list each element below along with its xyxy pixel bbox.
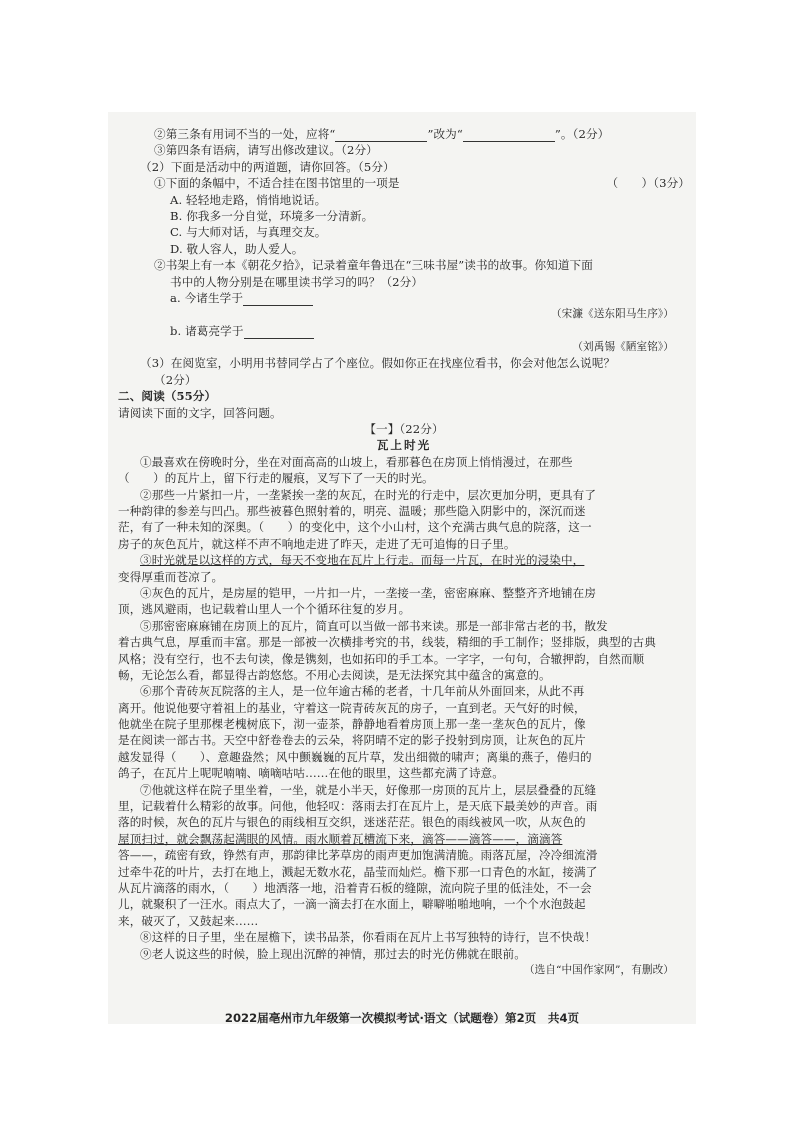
option-c: C. 与大师对话，与真理交友。 — [170, 225, 327, 240]
answer-blank[interactable] — [243, 305, 313, 306]
exam-content — [118, 126, 690, 978]
question-3-4: ③第四条有语病，请写出修改建议。（2分） — [154, 143, 378, 158]
paragraph-7: ⑦他就这样在院子里坐着，一坐，就是小半天，好像那一房顶的瓦片上，层层叠叠的瓦缝 里，记载着什么精彩的故事。问他，他轻叹：落雨去打在瓦片上，是天底下最美妙的声音。雨 落的时候，灰色的瓦片与银色的雨线相互交织，迷迷茫茫。银色的雨线被风一吹，从灰色的 屋顶扫过，就会飘荡起满眼的风情。雨水顺着瓦槽流下来，滴答——滴答——，滴滴答 答——，疏密有致，铮然有声，那韵律比茅草房的雨声更加饱满清脆。雨落瓦屋，冷冷细流滑 过牵牛花的叶片，去打在地上，溅起无数水花，晶莹而灿烂。檐下那一口青色的水缸，接满了 从瓦片滴落的雨水，（ ）地洒落一地，沿着青石板的缝隙，流向院子里的低洼处，不一会 儿，就聚积了一汪水。雨点大了，一滴一滴去打在水面上，噼噼啪啪地响，一个个水泡鼓起 来，破灭了，又鼓起来…… — [118, 782, 598, 928]
paragraph-8: ⑧这样的日子里，坐在屋檐下，读书品茶，你看雨在瓦片上书写独特的诗行，岂不快哉！ — [140, 930, 597, 945]
paragraph-9: ⑨老人说这些的时候，脸上现出沉醉的神情，那过去的时光仿佛就在眼前。 — [140, 946, 526, 961]
article-source: （选自“中国作家网”，有删改） — [523, 963, 674, 976]
paragraph-2: ②那些一片紧扣一片，一垄紧挨一垄的灰瓦，在时光的行走中，层次更加分明，更具有了 一种韵律的参差与凹凸。那些被暮色照射着的，明亮、温暖；那些隐入阴影中的，深沉而迷 茫，有了一种未知的深奥。（ ）的变化中，这个小山村，这个充满古典气息的院落，这一 房子的灰色瓦片，就这样不声不响地走进了昨天，走进了无可追悔的日子里。 — [118, 487, 597, 551]
question-2-3: ②第三条有用词不当的一处，应将“ ”改为“ ”。（2分） — [154, 127, 610, 141]
answer-blank[interactable] — [244, 338, 314, 339]
article-title: 瓦上时光 — [376, 438, 432, 453]
question-activity-2-line2: 书中的人物分别是在哪里读书学习的吗？（2分） — [170, 274, 424, 289]
sub-question-a: a. 今诸生学于 — [118, 290, 690, 306]
question-activity: （2）下面是活动中的两道题，请你回答。（5分） — [140, 159, 395, 174]
paragraph-6: ⑥那个青砖灰瓦院落的主人，是一位年逾古稀的老者，十几年前从外面回来，从此不再 离开。他说他要守着祖上的基业，守着这一院青砖灰瓦的房子，一直到老。天气好的时候， 他就坐在院子里那棵老槐树底下，沏一壶茶，静静地看着房顶上那一垄一垄灰色的瓦片，像 是在阅读一部古书。天空中舒卷卷去的云朵，将阴晴不定的影子投射到房顶，让灰色的瓦片 越发显得（ ）、意趣盎然；风中颤巍巍的瓦片草，发出细微的啸声；离巢的燕子，倦归的 鸽子，在瓦片上呢呢喃喃、嘀嘀咕咕……在他的眼里，这些都充满了诗意。 — [118, 684, 592, 781]
subsection-label: 【一】（22分） — [364, 422, 444, 437]
paragraph-3: ③时光就是以这样的方式，每天不变地在瓦片上行走。而每一片瓦，在时光的浸染中， 变得厚重而苍凉了。 — [118, 553, 585, 584]
instruction: 请阅读下面的文字，回答问题。 — [118, 405, 282, 420]
question-activity-1: ①下面的条幅中，不适合挂在图书馆里的一项是 （ ）（3分） — [154, 176, 690, 191]
source-a: （宋濂《送东阳马生序》） — [550, 308, 674, 321]
option-d: D. 敬人容人，助人爱人。 — [170, 241, 304, 256]
paragraph-4: ④灰色的瓦片，是房屋的铠甲，一片扣一片，一垄接一垄，密密麻麻、整整齐齐地铺在房 顶，逃风避雨，也记载着山里人一个个循环往复的岁月。 — [118, 585, 597, 617]
sub-question-b: b. 诸葛亮学于 — [118, 323, 690, 339]
source-b: （刘禹锡《陋室铭》） — [572, 341, 674, 354]
option-b: B. 你我多一分自觉，环境多一分清新。 — [170, 208, 374, 223]
section-heading: 二、阅读（55分） — [118, 389, 217, 404]
answer-blank[interactable] — [463, 141, 555, 142]
score-bracket: （ ）（3分） — [606, 176, 690, 191]
question-activity-2-line1: ②书架上有一本《朝花夕拾》，记录着童年鲁迅在“三味书屋”读书的故事。你知道下面 — [154, 258, 593, 273]
paragraph-1: ①最喜欢在傍晚时分，坐在对面高高的山坡上，看那暮色在房顶上悄悄漫过，在那些 （ ）的瓦片上，留下行走的履痕，叉写下了一天的时光。 — [118, 454, 573, 486]
page-footer: 2022届亳州市九年级第一次模拟考试·语文（试题卷）第2页 共4页 — [224, 1011, 580, 1025]
option-a: A. 轻轻地走路，悄悄地说话。 — [170, 192, 327, 207]
question-3-line2: （2分） — [154, 372, 197, 387]
question-3-line1: （3）在阅览室，小明用书替同学占了个座位。假如你正在找座位看书，你会对他怎么说呢？ — [140, 356, 616, 371]
paragraph-5: ⑤那密密麻麻铺在房顶上的瓦片，简直可以当做一部书来读。那是一部非常古老的书，散发 着古典气息，厚重而丰富。那是一部被一次横排考究的书，线装，精细的手工制作；竖排版，典型的古典 风格；没有空行，也不去句读，像是镌刻，也如拓印的手工本。一字字，一句句，合辙押韵，自然而顺 畅，无论怎么看，都显得古韵悠悠。不用心去阅读，是无法探究其中蕴含的寓意的。 — [118, 618, 656, 682]
